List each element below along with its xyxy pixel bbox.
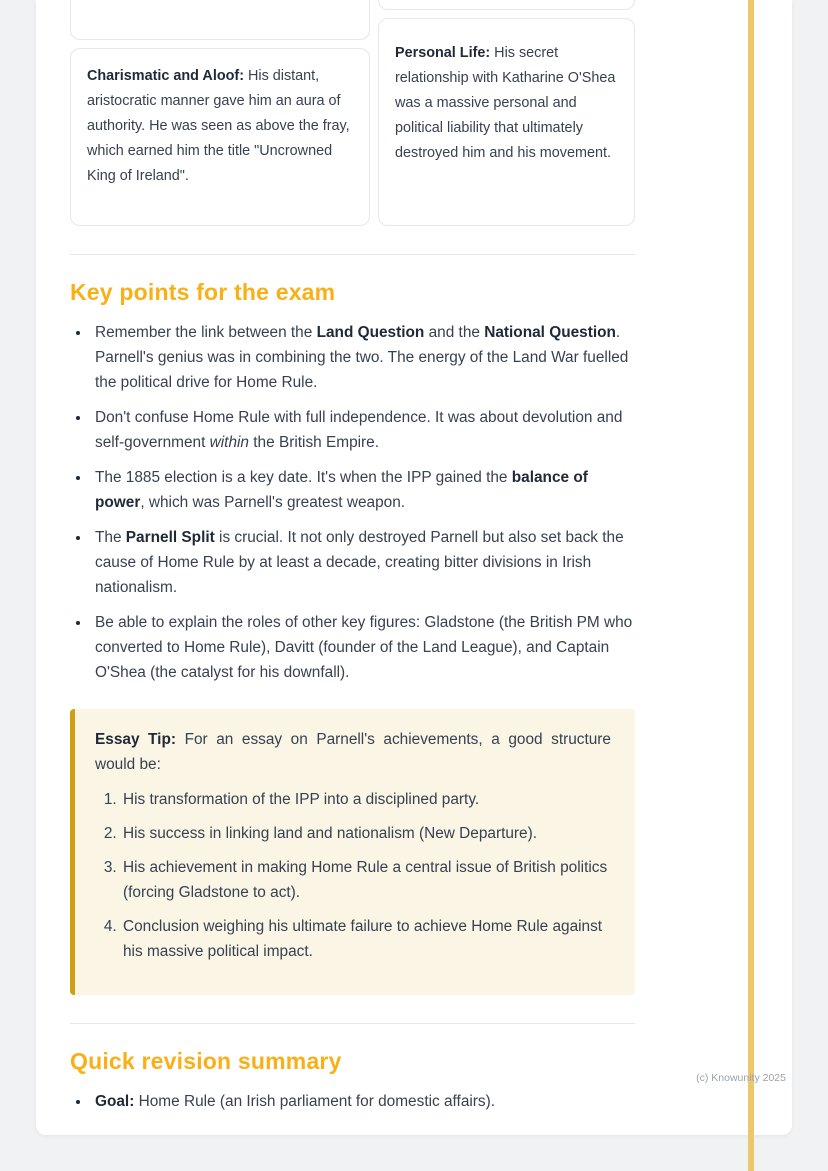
trait-card-charismatic bbox=[70, 48, 370, 226]
list-item: 1. His transformation of the IPP into a disciplined party. bbox=[121, 787, 611, 812]
card-paragraph bbox=[87, 64, 353, 189]
cropped-card-above-left bbox=[70, 0, 370, 40]
key-points-heading: Key points for the exam bbox=[70, 279, 336, 305]
document-sheet bbox=[36, 0, 792, 1135]
list-item: • The 1885 election is a key date. It's when the IPP gained the balance of power, which was Parnell's greatest weapon. bbox=[91, 465, 635, 515]
key-points-list bbox=[70, 320, 635, 685]
section-divider bbox=[70, 1023, 635, 1024]
essay-tip-intro bbox=[95, 727, 611, 777]
quick-summary-heading: Quick revision summary bbox=[70, 1048, 342, 1074]
list-item: • Remember the link between the Land Question and the National Question. Parnell's genius was in combining the two. The energy of the Land War fuelled the political drive for Home Rule. bbox=[91, 320, 635, 395]
card-title: Personal Life: bbox=[395, 45, 491, 61]
list-item: • Goal: Home Rule (an Irish parliament for domestic affairs). bbox=[91, 1089, 635, 1114]
card-title: Charismatic and Aloof: bbox=[87, 68, 244, 84]
trait-cards-row bbox=[70, 0, 635, 226]
footer-credit: (c) Knowunity 2025 bbox=[696, 1072, 786, 1084]
list-item: 3. His achievement in making Home Rule a central issue of British politics (forcing Gladstone to act). bbox=[121, 855, 611, 905]
trait-card-personal-life bbox=[378, 18, 635, 226]
list-item: 4. Conclusion weighing his ultimate failure to achieve Home Rule against his massive political impact. bbox=[121, 914, 611, 964]
quick-summary-list bbox=[70, 1089, 635, 1114]
list-item: • Don't confuse Home Rule with full independence. It was about devolution and self-government within the British Empire. bbox=[91, 405, 635, 455]
card-text: His distant, aristocratic manner gave him an aura of authority. He was seen as above the fray, which earned him the title "Uncrowned King of Ireland". bbox=[87, 68, 350, 184]
list-item: • The Parnell Split is crucial. It not only destroyed Parnell but also set back the cause of Home Rule by at least a decade, creating bitter divisions in Irish nationalism. bbox=[91, 525, 635, 600]
brand-stripe bbox=[748, 0, 754, 1171]
essay-tip-list bbox=[95, 787, 611, 964]
essay-tip-callout bbox=[70, 709, 635, 995]
card-text: His secret relationship with Katharine O'Shea was a massive personal and political liability that ultimately destroyed him and his movement. bbox=[395, 45, 616, 161]
notes-content bbox=[70, 0, 635, 1114]
list-item: 2. His success in linking land and nationalism (New Departure). bbox=[121, 821, 611, 846]
card-paragraph bbox=[395, 41, 618, 166]
section-divider bbox=[70, 254, 635, 255]
list-item: • Be able to explain the roles of other key figures: Gladstone (the British PM who converted to Home Rule), Davitt (founder of the Land League), and Captain O'Shea (the catalyst for his downfall). bbox=[91, 610, 635, 685]
cropped-card-above-right bbox=[378, 0, 635, 10]
essay-tip-label: Essay Tip: bbox=[95, 731, 176, 748]
essay-tip-text: For an essay on Parnell's achievements, a good structure would be: bbox=[95, 731, 611, 773]
